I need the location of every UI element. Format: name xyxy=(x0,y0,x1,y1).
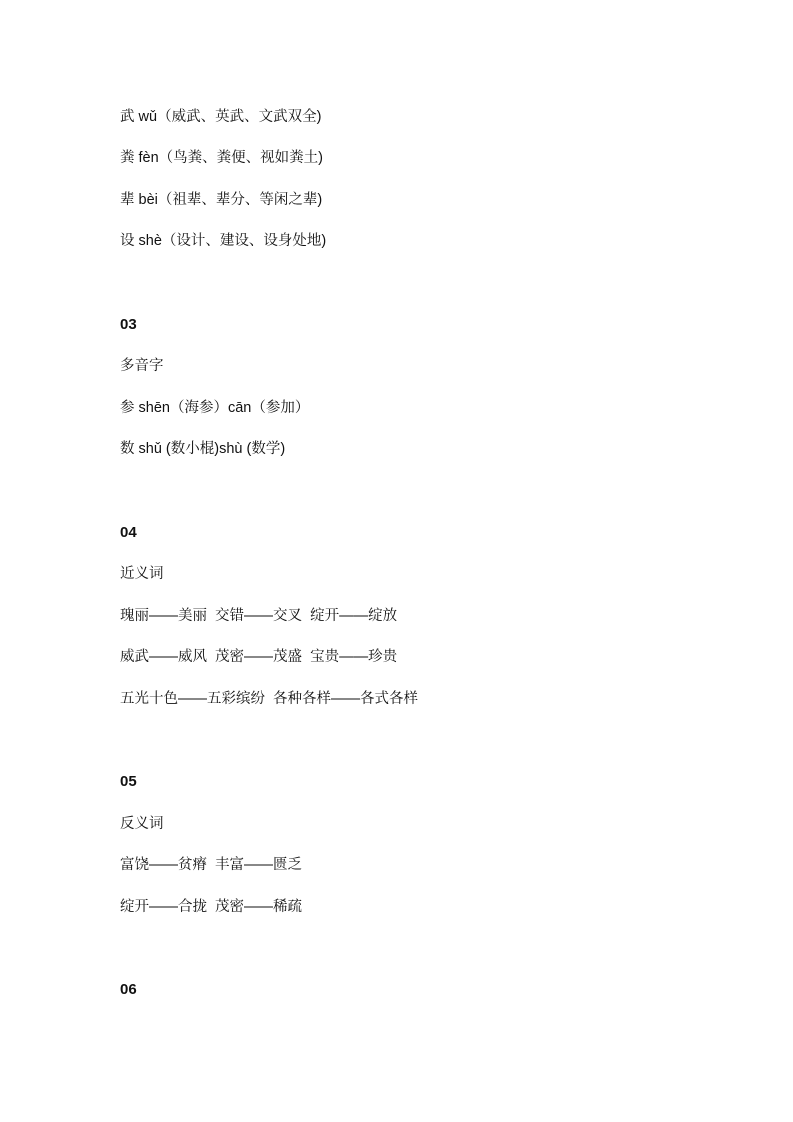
section-title-synonyms: 近义词 xyxy=(120,566,164,582)
entry-wu: 武 wǔ（威武、英武、文武双全) xyxy=(120,109,322,125)
polyphonic-entry-shu: 数 shǔ (数小棍)shù (数学) xyxy=(120,441,286,457)
section-title-polyphonic: 多音字 xyxy=(120,358,164,374)
synonym-line-2: 威武——威风 茂密——茂盛 宝贵——珍贵 xyxy=(120,649,398,665)
entry-she: 设 shè（设计、建设、设身处地) xyxy=(120,233,327,249)
entry-fen: 粪 fèn（鸟粪、粪便、视如粪土) xyxy=(120,150,324,166)
entry-bei: 辈 bèi（祖辈、辈分、等闲之辈) xyxy=(120,192,323,208)
antonym-line-2: 绽开——合拢 茂密——稀疏 xyxy=(120,899,303,915)
section-number-05: 05 xyxy=(120,773,137,790)
antonym-line-1: 富饶——贫瘠 丰富——匮乏 xyxy=(120,857,303,873)
section-title-antonyms: 反义词 xyxy=(120,816,164,832)
section-number-04: 04 xyxy=(120,524,137,541)
synonym-line-3: 五光十色——五彩缤纷 各种各样——各式各样 xyxy=(120,691,419,707)
polyphonic-entry-shen-can: 参 shēn（海参）cān（参加） xyxy=(120,400,310,416)
section-number-03: 03 xyxy=(120,316,137,333)
section-number-06: 06 xyxy=(120,981,137,998)
synonym-line-1: 瑰丽——美丽 交错——交叉 绽开——绽放 xyxy=(120,608,398,624)
